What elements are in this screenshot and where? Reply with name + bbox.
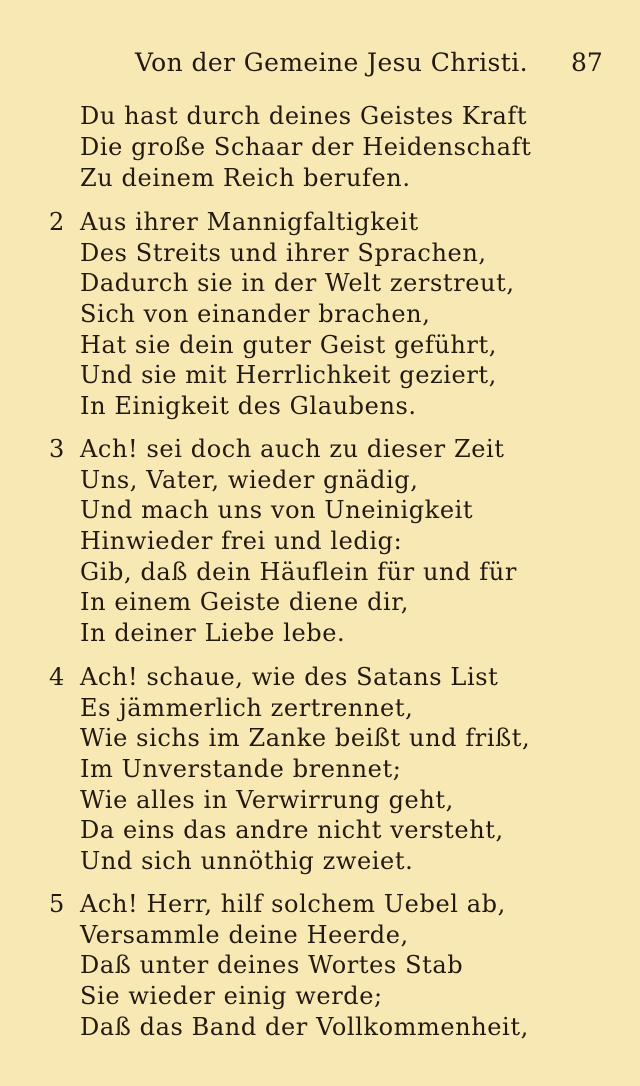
verse-line: Sich von einander brachen, — [80, 300, 431, 328]
verse-line: Und sich unnöthig zweiet. — [80, 847, 414, 875]
verse-line: Daß unter deines Wortes Stab — [80, 951, 464, 979]
page-number: 87 — [571, 48, 603, 77]
verse-line: Und mach uns von Uneinigkeit — [80, 496, 474, 524]
verse-line: Und sie mit Herrlichkeit geziert, — [80, 361, 497, 389]
verse-line: Dadurch sie in der Welt zerstreut, — [80, 269, 515, 297]
stanza-number: 2 — [49, 208, 65, 236]
verse-line: Zu deinem Reich berufen. — [80, 164, 411, 192]
verse-line: Versammle deine Heerde, — [80, 921, 409, 949]
verse-line: Aus ihrer Mannigfaltigkeit — [80, 208, 419, 236]
verse-line: In einem Geiste diene dir, — [80, 588, 409, 616]
verse-line: In Einigkeit des Glaubens. — [80, 392, 417, 420]
verse-line: Im Unverstande brennet; — [80, 755, 402, 783]
verse-line: Da eins das andre nicht versteht, — [80, 816, 504, 844]
verse-line: Wie sichs im Zanke beißt und frißt, — [80, 724, 531, 752]
verse-line: Hat sie dein guter Geist geführt, — [80, 331, 497, 359]
running-title: Von der Gemeine Jesu Christi. — [135, 48, 528, 77]
running-head — [0, 45, 640, 85]
verse-line: Sie wieder einig werde; — [80, 982, 383, 1010]
verse-line: Ach! Herr, hilf solchem Uebel ab, — [80, 890, 506, 918]
stanza-number: 3 — [49, 435, 65, 463]
verse-line: Gib, daß dein Häuflein für und für — [80, 558, 517, 586]
verse-line: Die große Schaar der Heidenschaft — [80, 133, 532, 161]
verse-line: Du hast durch deines Geistes Kraft — [80, 102, 528, 130]
verse-line: Es jämmerlich zertrennet, — [80, 694, 414, 722]
stanza-number: 5 — [49, 890, 65, 918]
verse-line: Daß das Band der Vollkommenheit, — [80, 1013, 529, 1041]
verse-line: Uns, Vater, wieder gnädig, — [80, 466, 419, 494]
verse-line: Wie alles in Verwirrung geht, — [80, 786, 454, 814]
verse-line: In deiner Liebe lebe. — [80, 619, 346, 647]
verse-line: Hinwieder frei und ledig: — [80, 527, 403, 555]
stanza-number: 4 — [49, 663, 65, 691]
verse-line: Ach! sei doch auch zu dieser Zeit — [80, 435, 505, 463]
verse-line: Des Streits und ihrer Sprachen, — [80, 239, 487, 267]
verse-line: Ach! schaue, wie des Satans List — [80, 663, 499, 691]
